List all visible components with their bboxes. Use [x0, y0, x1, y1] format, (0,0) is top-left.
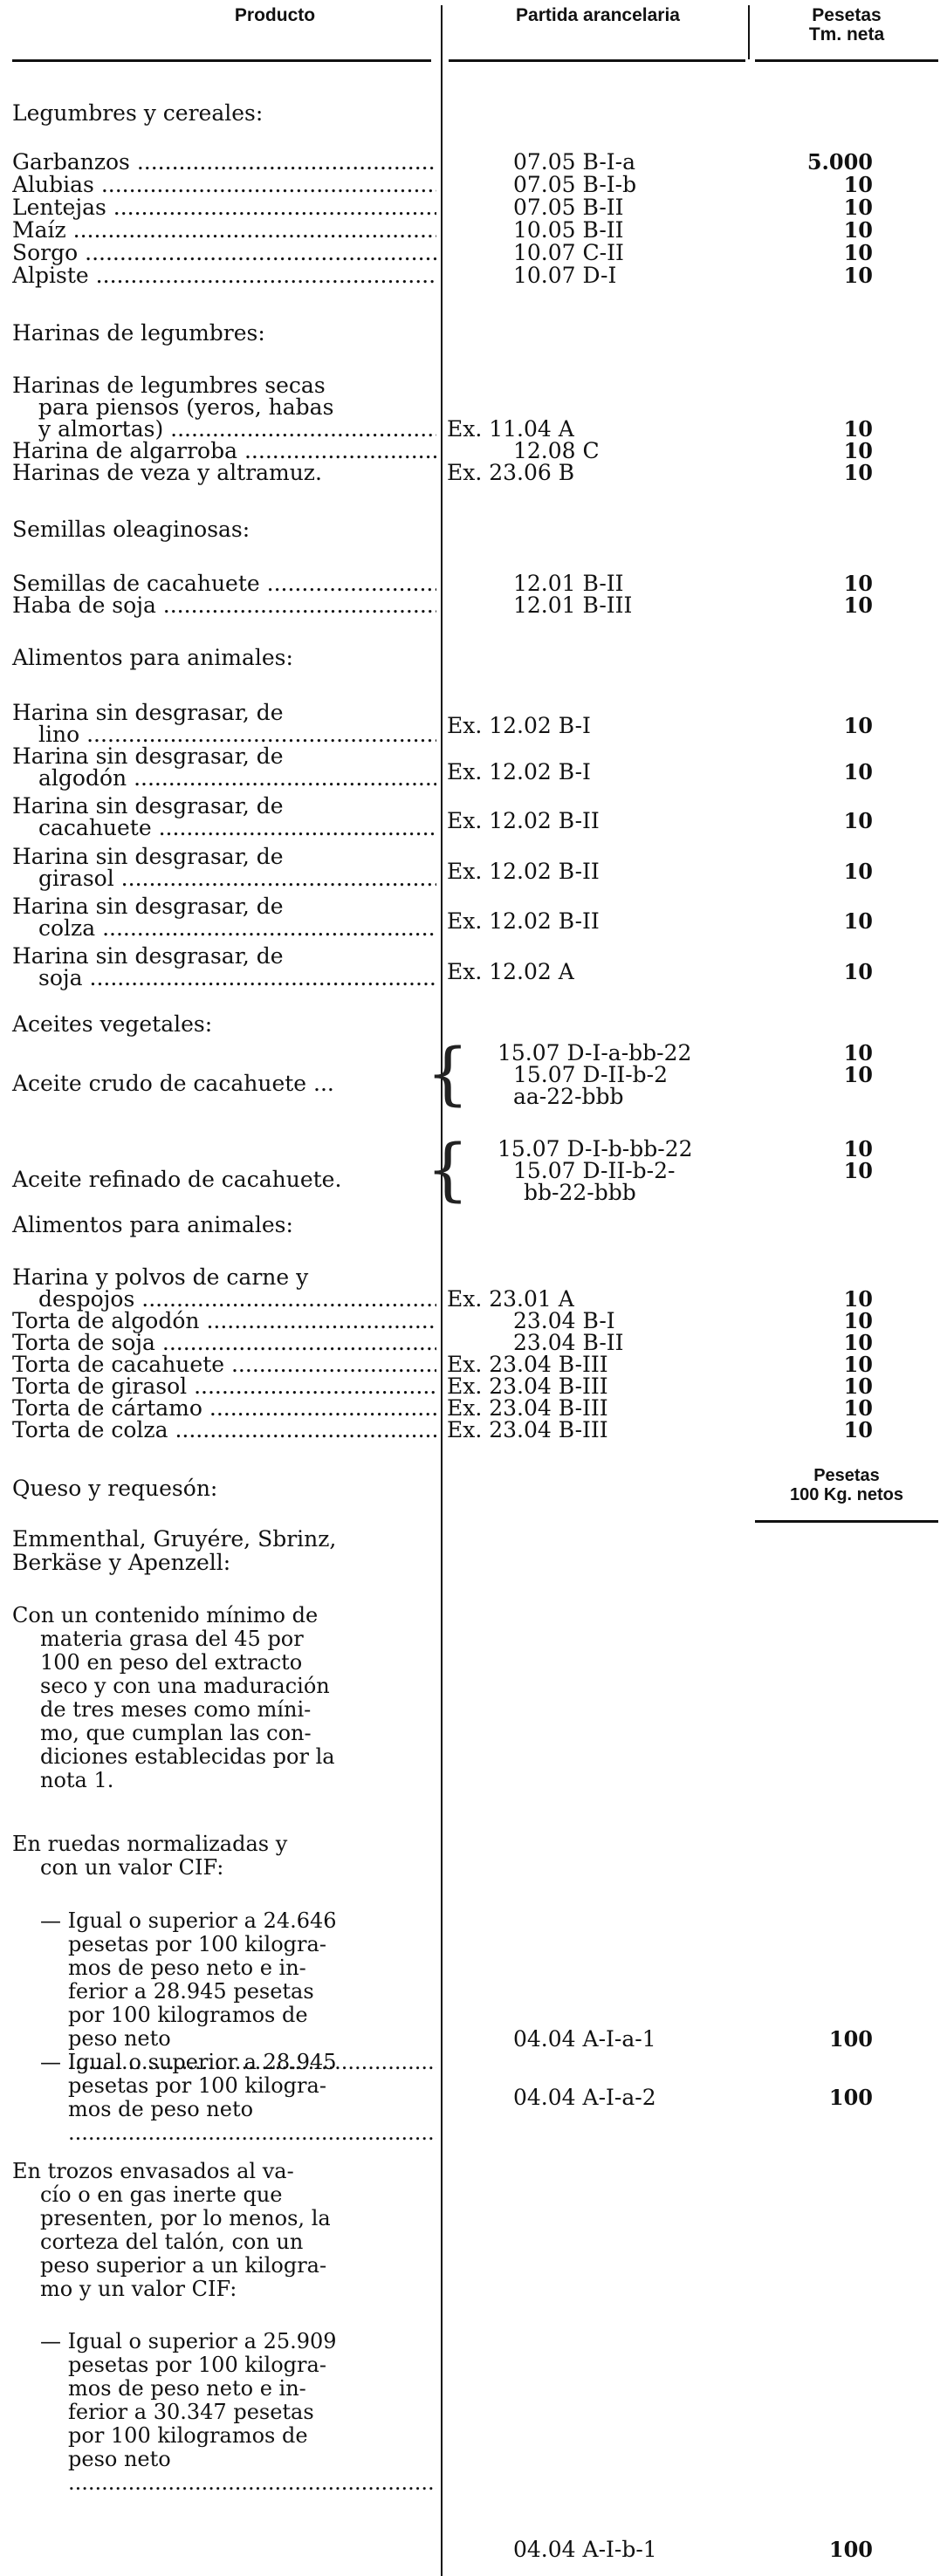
cheese-t1-line4: ferior a 30.347 pesetas: [68, 2400, 314, 2424]
row-soja-h-line1: Harina sin desgrasar, de: [12, 943, 284, 969]
row-soja-sem-product: Haba de soja .....: [12, 593, 436, 618]
row-colza-line2: colza .....: [38, 916, 436, 941]
cheese-content-line8: nota 1.: [40, 1768, 114, 1792]
row-aceite-crudo-value2: 10: [843, 1062, 873, 1087]
row-cacahuete-sem-product: Semillas de cacahuete .....: [12, 572, 436, 596]
row-soja-h-line2: soja .....: [38, 966, 436, 990]
row-aceite-crudo-code3: aa-22-bbb: [513, 1084, 624, 1109]
cheese-r1-line6: peso neto .....: [68, 2027, 436, 2074]
row-alubias-product: Alubias .....: [12, 173, 436, 197]
row-harinas-secas-code: Ex. 11.04 A: [447, 416, 574, 442]
row-garbanzos-code: 07.05 B-I-a: [513, 149, 636, 175]
row-algodon-line1: Harina sin desgrasar, de: [12, 743, 284, 769]
row-garbanzos-product: Garbanzos .....: [12, 150, 436, 175]
cheese-ruedas-line1: En ruedas normalizadas y: [12, 1832, 288, 1856]
row-soja-sem-code: 12.01 B-III: [513, 593, 633, 618]
row-torta-cartamo-product: Torta de cártamo .....: [12, 1396, 436, 1421]
row-lino-code: Ex. 12.02 B-I: [447, 713, 591, 738]
section-aceites: Aceites vegetales:: [12, 1011, 213, 1037]
row-torta-colza-product: Torta de colza .....: [12, 1418, 436, 1442]
cheese-t1-line5: por 100 kilogramos de: [68, 2423, 308, 2448]
cheese-r2-value: 100: [828, 2085, 873, 2110]
cheese-content-line7: diciones establecidas por la: [40, 1744, 335, 1769]
cheese-t1-value: 100: [828, 2537, 873, 2562]
header-rule-2: [449, 59, 745, 62]
row-torta-cartamo-value: 10: [843, 1395, 873, 1421]
row-carne-line2: despojos .....: [38, 1287, 436, 1312]
row-algodon-value: 10: [843, 759, 873, 784]
row-soja-sem-value: 10: [843, 593, 873, 618]
row-carne-line1: Harina y polvos de carne y: [12, 1264, 309, 1290]
cheese-content-line2: materia grasa del 45 por: [40, 1627, 304, 1651]
row-lino-line2: lino .....: [38, 723, 436, 747]
row-torta-girasol-value: 10: [843, 1374, 873, 1399]
row-torta-algodon-code: 23.04 B-I: [513, 1308, 615, 1333]
row-harinas-secas-line1: Harinas de legumbres secas: [12, 373, 326, 398]
cheese-trozos-line4: corteza del talón, con un: [40, 2230, 304, 2254]
row-alpiste-product: Alpiste .....: [12, 264, 436, 288]
cheese-content-line5: de tres meses como míni-: [40, 1697, 312, 1722]
row-soja-h-value: 10: [843, 959, 873, 984]
cheese-varieties-line2: Berkäse y Apenzell:: [12, 1550, 231, 1575]
row-cacahuete-h-value: 10: [843, 808, 873, 833]
section-harinas: Harinas de legumbres:: [12, 320, 265, 346]
subheader-unit-line2: 100 Kg. netos: [789, 1485, 904, 1504]
row-torta-colza-value: 10: [843, 1417, 873, 1442]
cheese-varieties-line1: Emmenthal, Gruyére, Sbrinz,: [12, 1526, 337, 1552]
section-semillas: Semillas oleaginosas:: [12, 517, 250, 542]
cheese-trozos-line5: peso superior a un kilogra-: [40, 2253, 327, 2278]
row-harinas-secas-line2: para piensos (yeros, habas: [38, 394, 334, 420]
row-sorgo-product: Sorgo .....: [12, 241, 436, 265]
row-aceite-refinado-code3: bb-22-bbb: [524, 1180, 636, 1205]
header-rule-1: [12, 59, 431, 62]
section-alimentos-1: Alimentos para animales:: [12, 645, 293, 670]
row-lentejas-product: Lentejas .....: [12, 195, 436, 220]
cheese-ruedas-line2: con un valor CIF:: [40, 1855, 224, 1880]
row-colza-code: Ex. 12.02 B-II: [447, 908, 600, 934]
section-legumbres: Legumbres y cereales:: [12, 100, 264, 126]
row-soja-h-code: Ex. 12.02 A: [447, 959, 574, 984]
row-alubias-value: 10: [843, 172, 873, 197]
row-cacahuete-sem-value: 10: [843, 571, 873, 596]
row-torta-soja-code: 23.04 B-II: [513, 1330, 624, 1355]
row-algarroba-value: 10: [843, 438, 873, 463]
section-alimentos-2: Alimentos para animales:: [12, 1212, 293, 1237]
cheese-r1-line1: — Igual o superior a 24.646: [40, 1908, 337, 1933]
row-cacahuete-h-code: Ex. 12.02 B-II: [447, 808, 600, 833]
row-colza-value: 10: [843, 908, 873, 934]
row-aceite-refinado-value2: 10: [843, 1158, 873, 1183]
row-garbanzos-value: 5.000: [806, 149, 873, 175]
row-aceite-refinado-code1: 15.07 D-I-b-bb-22: [498, 1136, 693, 1161]
row-aceite-crudo-code1: 15.07 D-I-a-bb-22: [498, 1040, 692, 1065]
row-veza-code: Ex. 23.06 B: [447, 460, 575, 485]
row-girasol-line1: Harina sin desgrasar, de: [12, 844, 284, 869]
row-cacahuete-sem-code: 12.01 B-II: [513, 571, 624, 596]
cheese-r2-line2: pesetas por 100 kilogra-: [68, 2073, 326, 2098]
row-colza-line1: Harina sin desgrasar, de: [12, 894, 284, 919]
cheese-t1-line3: mos de peso neto e in-: [68, 2376, 306, 2401]
cheese-t1-code: 04.04 A-I-b-1: [513, 2537, 657, 2562]
row-torta-colza-code: Ex. 23.04 B-III: [447, 1417, 608, 1442]
brace-aceite-crudo: {: [426, 1035, 470, 1113]
row-lino-line1: Harina sin desgrasar, de: [12, 700, 284, 725]
row-algarroba-product: Harina de algarroba .....: [12, 439, 436, 463]
row-aceite-crudo-value1: 10: [843, 1040, 873, 1065]
cheese-r2-line1: — Igual o superior a 28.945: [40, 2050, 337, 2074]
brace-aceite-refinado: {: [426, 1131, 470, 1209]
cheese-t1-line2: pesetas por 100 kilogra-: [68, 2353, 326, 2377]
row-carne-value: 10: [843, 1286, 873, 1312]
row-torta-girasol-product: Torta de girasol .....: [12, 1374, 436, 1399]
row-aceite-refinado-code2: 15.07 D-II-b-2-: [513, 1158, 676, 1183]
row-alubias-code: 07.05 B-I-b: [513, 172, 637, 197]
cheese-trozos-line1: En trozos envasados al va-: [12, 2159, 294, 2183]
row-torta-girasol-code: Ex. 23.04 B-III: [447, 1374, 608, 1399]
cheese-t1-line1: — Igual o superior a 25.909: [40, 2329, 337, 2353]
column-divider-2: [748, 5, 750, 59]
subheader-rule: [755, 1520, 938, 1523]
row-girasol-value: 10: [843, 859, 873, 884]
header-unit-line2: Tm. neta: [808, 24, 885, 45]
row-cacahuete-h-line1: Harina sin desgrasar, de: [12, 793, 284, 819]
row-lino-value: 10: [843, 713, 873, 738]
cheese-r2-line3: mos de peso neto .....: [68, 2098, 436, 2145]
row-maiz-code: 10.05 B-II: [513, 217, 624, 243]
row-girasol-code: Ex. 12.02 B-II: [447, 859, 600, 884]
cheese-r1-line4: ferior a 28.945 pesetas: [68, 1979, 314, 2004]
row-cacahuete-h-line2: cacahuete .....: [38, 816, 436, 840]
cheese-r1-code: 04.04 A-I-a-1: [513, 2026, 656, 2052]
header-unit-line1: Pesetas: [812, 5, 882, 25]
row-veza-value: 10: [843, 460, 873, 485]
cheese-r1-line3: mos de peso neto e in-: [68, 1956, 306, 1980]
row-torta-cacahuete-product: Torta de cacahuete .....: [12, 1353, 436, 1377]
row-lentejas-value: 10: [843, 195, 873, 220]
row-torta-cartamo-code: Ex. 23.04 B-III: [447, 1395, 608, 1421]
cheese-r1-value: 100: [828, 2026, 873, 2052]
row-aceite-refinado-product: Aceite refinado de cacahuete.: [12, 1167, 342, 1192]
header-rule-3: [755, 59, 938, 62]
cheese-t1-line6: peso neto .....: [68, 2448, 436, 2495]
cheese-content-line6: mo, que cumplan las con-: [40, 1721, 312, 1745]
row-alpiste-code: 10.07 D-I: [513, 263, 617, 288]
cheese-trozos-line6: mo y un valor CIF:: [40, 2277, 237, 2301]
row-aceite-refinado-value1: 10: [843, 1136, 873, 1161]
row-algarroba-code: 12.08 C: [513, 438, 600, 463]
cheese-content-line3: 100 en peso del extracto: [40, 1650, 303, 1675]
row-aceite-crudo-product: Aceite crudo de cacahuete ...: [12, 1071, 334, 1096]
row-harinas-secas-value: 10: [843, 416, 873, 442]
row-algodon-code: Ex. 12.02 B-I: [447, 759, 591, 784]
row-algodon-line2: algodón .....: [38, 766, 436, 791]
cheese-content-line1: Con un contenido mínimo de: [12, 1603, 319, 1627]
section-queso: Queso y requesón:: [12, 1476, 218, 1501]
row-torta-soja-value: 10: [843, 1330, 873, 1355]
cheese-r2-code: 04.04 A-I-a-2: [513, 2085, 656, 2110]
cheese-r1-line2: pesetas por 100 kilogra-: [68, 1932, 326, 1956]
row-harinas-secas-line3: y almortas) .....: [38, 417, 436, 442]
row-torta-cacahuete-code: Ex. 23.04 B-III: [447, 1352, 608, 1377]
cheese-r1-line5: por 100 kilogramos de: [68, 2003, 308, 2027]
subheader-unit-line1: Pesetas: [813, 1466, 880, 1485]
row-torta-soja-product: Torta de soja .....: [12, 1331, 436, 1355]
row-sorgo-value: 10: [843, 240, 873, 265]
row-girasol-line2: girasol .....: [38, 867, 436, 891]
row-torta-algodon-value: 10: [843, 1308, 873, 1333]
cheese-content-line4: seco y con una maduración: [40, 1674, 330, 1698]
row-lentejas-code: 07.05 B-II: [513, 195, 624, 220]
row-sorgo-code: 10.07 C-II: [513, 240, 624, 265]
row-torta-algodon-product: Torta de algodón .....: [12, 1309, 436, 1333]
row-maiz-value: 10: [843, 217, 873, 243]
row-alpiste-value: 10: [843, 263, 873, 288]
row-aceite-crudo-code2: 15.07 D-II-b-2: [513, 1062, 669, 1087]
row-torta-cacahuete-value: 10: [843, 1352, 873, 1377]
row-veza-product: Harinas de veza y altramuz.: [12, 460, 322, 485]
row-carne-code: Ex. 23.01 A: [447, 1286, 574, 1312]
row-maiz-product: Maíz .....: [12, 218, 436, 243]
column-divider-1: [441, 5, 443, 2576]
cheese-trozos-line2: cío o en gas inerte que: [40, 2182, 283, 2207]
header-tariff: Partida arancelaria: [516, 5, 680, 25]
header-product: Producto: [234, 5, 316, 25]
cheese-trozos-line3: presenten, por lo menos, la: [40, 2206, 331, 2230]
